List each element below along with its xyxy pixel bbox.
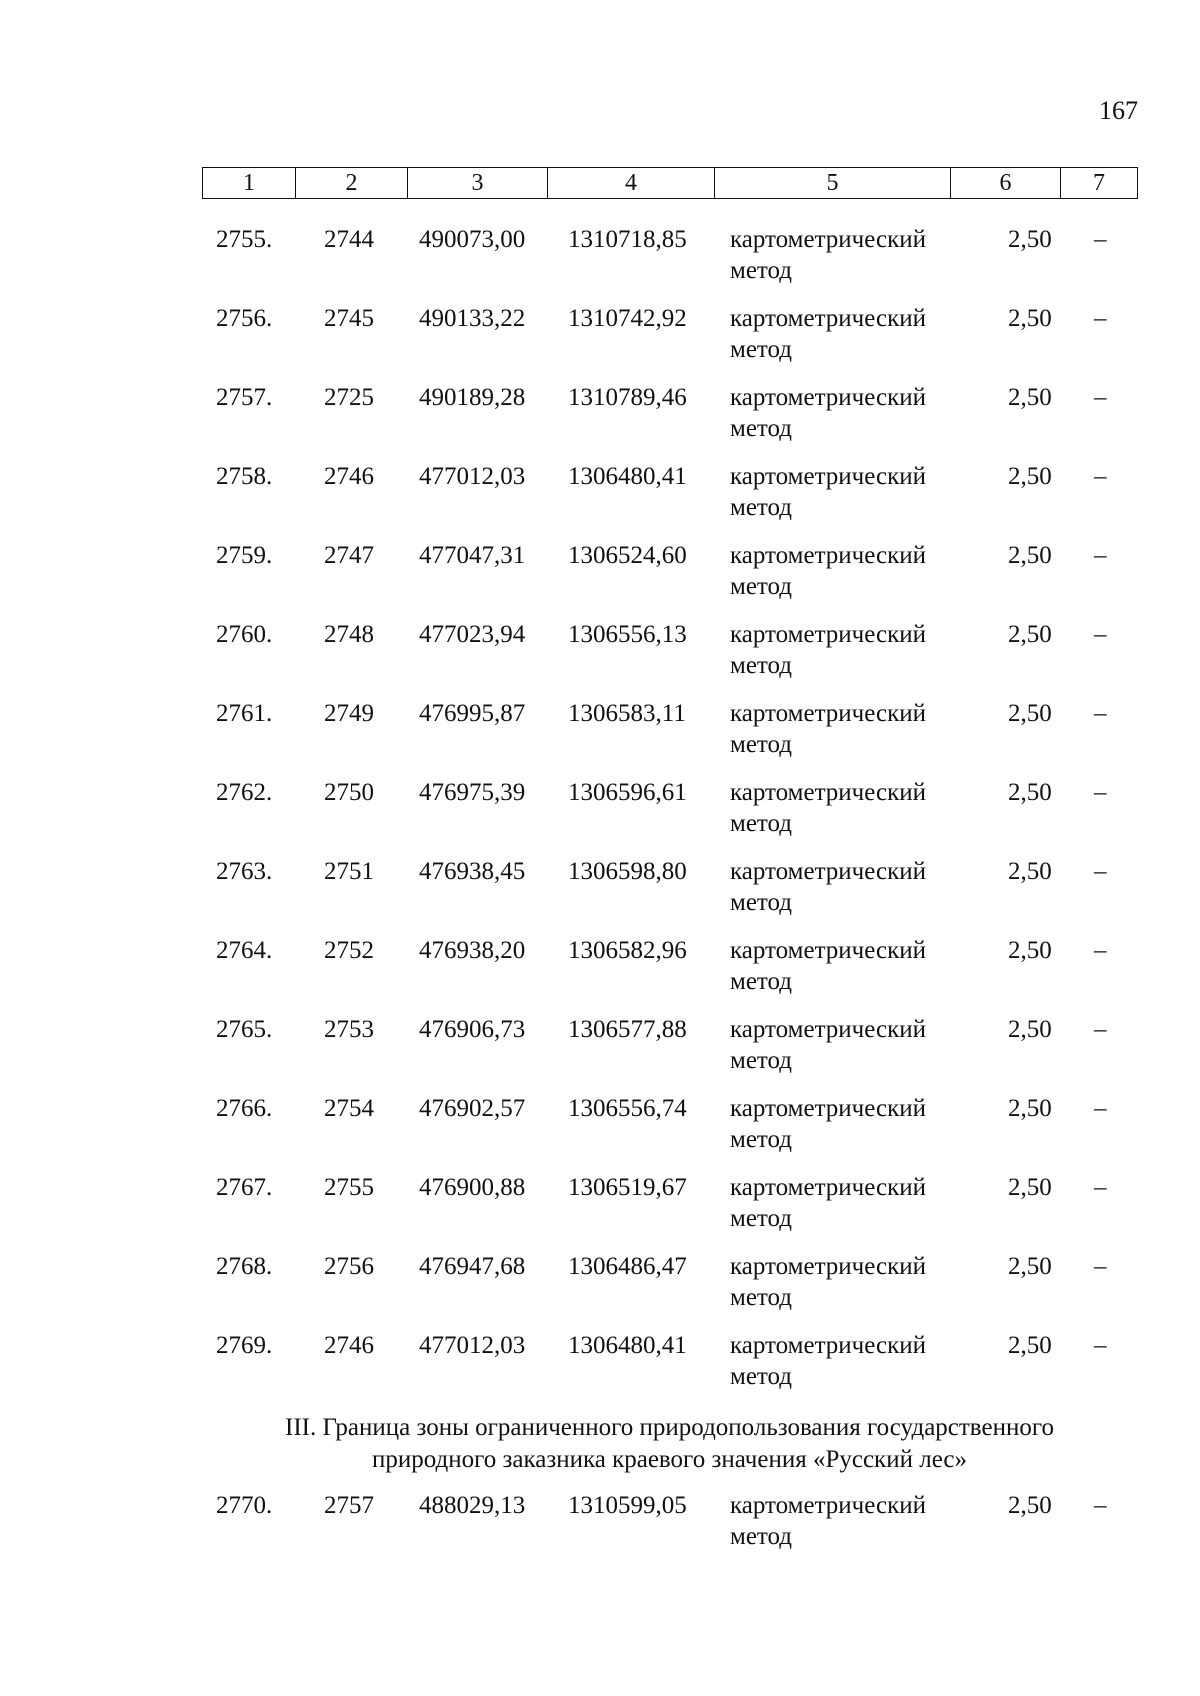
note: – bbox=[1094, 542, 1107, 569]
method bbox=[730, 1093, 980, 1155]
method bbox=[730, 1330, 980, 1392]
coord-y: 1310742,92 bbox=[568, 305, 687, 332]
column-header-1: 1 bbox=[203, 168, 296, 199]
section-heading-line-2: природного заказника краевого значения «Русский лес» bbox=[371, 1446, 968, 1473]
method-line: метод bbox=[730, 415, 793, 442]
method-line: картометрический bbox=[730, 1095, 926, 1122]
method-line: метод bbox=[730, 889, 793, 916]
row-number: 2756. bbox=[216, 305, 273, 332]
note: – bbox=[1094, 384, 1107, 411]
coord-x: 490189,28 bbox=[419, 384, 526, 411]
coord-y: 1306480,41 bbox=[568, 1332, 687, 1359]
accuracy: 2,50 bbox=[1008, 1253, 1052, 1280]
coord-x: 476938,45 bbox=[419, 858, 526, 885]
page-number: 167 bbox=[1099, 96, 1138, 125]
accuracy: 2,50 bbox=[1008, 1095, 1052, 1122]
accuracy: 2,50 bbox=[1008, 621, 1052, 648]
row-number: 2764. bbox=[216, 937, 273, 964]
point-number: 2750 bbox=[324, 779, 374, 806]
method bbox=[730, 698, 980, 760]
column-header-table bbox=[202, 167, 1138, 199]
coord-y: 1306598,80 bbox=[568, 858, 687, 885]
coord-y: 1310718,85 bbox=[568, 226, 687, 253]
method-line: картометрический bbox=[730, 1016, 926, 1043]
method-line: картометрический bbox=[730, 1332, 926, 1359]
method-line: картометрический bbox=[730, 1253, 926, 1280]
accuracy: 2,50 bbox=[1008, 384, 1052, 411]
note: – bbox=[1094, 1016, 1107, 1043]
coord-y: 1306486,47 bbox=[568, 1253, 687, 1280]
table-row bbox=[202, 1014, 1137, 1093]
note: – bbox=[1094, 1174, 1107, 1201]
coord-x: 477012,03 bbox=[419, 1332, 526, 1359]
coord-y: 1310789,46 bbox=[568, 384, 687, 411]
coord-y: 1306556,74 bbox=[568, 1095, 687, 1122]
coord-y: 1306519,67 bbox=[568, 1174, 687, 1201]
accuracy: 2,50 bbox=[1008, 1492, 1052, 1519]
table-row bbox=[202, 303, 1137, 382]
note: – bbox=[1094, 621, 1107, 648]
point-number: 2749 bbox=[324, 700, 374, 727]
method bbox=[730, 935, 980, 997]
method-line: картометрический bbox=[730, 858, 926, 885]
column-header-3: 3 bbox=[408, 168, 548, 199]
row-number: 2768. bbox=[216, 1253, 273, 1280]
table-row bbox=[202, 1172, 1137, 1251]
method-line: метод bbox=[730, 336, 793, 363]
coord-y: 1306583,11 bbox=[568, 700, 686, 727]
accuracy: 2,50 bbox=[1008, 305, 1052, 332]
coord-x: 476975,39 bbox=[419, 779, 526, 806]
row-number: 2765. bbox=[216, 1016, 273, 1043]
method bbox=[730, 1251, 980, 1313]
method-line: метод bbox=[730, 1047, 793, 1074]
point-number: 2746 bbox=[324, 463, 374, 490]
accuracy: 2,50 bbox=[1008, 858, 1052, 885]
row-number: 2755. bbox=[216, 226, 273, 253]
point-number: 2753 bbox=[324, 1016, 374, 1043]
table-row bbox=[202, 1490, 1137, 1569]
table-row bbox=[202, 224, 1137, 303]
coord-x: 476900,88 bbox=[419, 1174, 526, 1201]
coord-x: 477023,94 bbox=[419, 621, 526, 648]
coord-x: 488029,13 bbox=[419, 1492, 526, 1519]
accuracy: 2,50 bbox=[1008, 937, 1052, 964]
row-number: 2759. bbox=[216, 542, 273, 569]
method-line: метод bbox=[730, 257, 793, 284]
coord-y: 1306596,61 bbox=[568, 779, 687, 806]
table-row bbox=[202, 1330, 1137, 1409]
point-number: 2751 bbox=[324, 858, 374, 885]
coord-x: 476906,73 bbox=[419, 1016, 526, 1043]
method-line: картометрический bbox=[730, 700, 926, 727]
coord-y: 1306582,96 bbox=[568, 937, 687, 964]
note: – bbox=[1094, 226, 1107, 253]
coord-x: 490073,00 bbox=[419, 226, 526, 253]
accuracy: 2,50 bbox=[1008, 779, 1052, 806]
method-line: метод bbox=[730, 652, 793, 679]
row-number: 2770. bbox=[216, 1492, 273, 1519]
note: – bbox=[1094, 305, 1107, 332]
coord-x: 477047,31 bbox=[419, 542, 526, 569]
method-line: картометрический bbox=[730, 1492, 926, 1519]
table-row bbox=[202, 461, 1137, 540]
method-line: картометрический bbox=[730, 779, 926, 806]
accuracy: 2,50 bbox=[1008, 700, 1052, 727]
method-line: метод bbox=[730, 494, 793, 521]
note: – bbox=[1094, 937, 1107, 964]
coord-x: 476995,87 bbox=[419, 700, 526, 727]
point-number: 2744 bbox=[324, 226, 374, 253]
note: – bbox=[1094, 1095, 1107, 1122]
accuracy: 2,50 bbox=[1008, 1174, 1052, 1201]
coord-x: 477012,03 bbox=[419, 463, 526, 490]
table-row bbox=[202, 698, 1137, 777]
method bbox=[730, 1172, 980, 1234]
method-line: метод bbox=[730, 1284, 793, 1311]
coord-x: 476947,68 bbox=[419, 1253, 526, 1280]
method-line: метод bbox=[730, 1205, 793, 1232]
coord-x: 490133,22 bbox=[419, 305, 526, 332]
row-number: 2757. bbox=[216, 384, 273, 411]
point-number: 2754 bbox=[324, 1095, 374, 1122]
method-line: метод bbox=[730, 1523, 793, 1550]
table-row bbox=[202, 935, 1137, 1014]
table-row bbox=[202, 1251, 1137, 1330]
point-number: 2746 bbox=[324, 1332, 374, 1359]
method-line: метод bbox=[730, 1363, 793, 1390]
method bbox=[730, 461, 980, 523]
note: – bbox=[1094, 779, 1107, 806]
point-number: 2756 bbox=[324, 1253, 374, 1280]
method-line: метод bbox=[730, 573, 793, 600]
method-line: метод bbox=[730, 1126, 793, 1153]
method bbox=[730, 1490, 980, 1552]
note: – bbox=[1094, 463, 1107, 490]
method-line: картометрический bbox=[730, 226, 926, 253]
row-number: 2761. bbox=[216, 700, 273, 727]
point-number: 2755 bbox=[324, 1174, 374, 1201]
note: – bbox=[1094, 1492, 1107, 1519]
coord-y: 1306524,60 bbox=[568, 542, 687, 569]
method bbox=[730, 540, 980, 602]
accuracy: 2,50 bbox=[1008, 463, 1052, 490]
coord-x: 476938,20 bbox=[419, 937, 526, 964]
accuracy: 2,50 bbox=[1008, 1016, 1052, 1043]
row-number: 2758. bbox=[216, 463, 273, 490]
coord-y: 1310599,05 bbox=[568, 1492, 687, 1519]
accuracy: 2,50 bbox=[1008, 226, 1052, 253]
note: – bbox=[1094, 700, 1107, 727]
method-line: метод bbox=[730, 810, 793, 837]
method bbox=[730, 777, 980, 839]
coord-x: 476902,57 bbox=[419, 1095, 526, 1122]
table-row bbox=[202, 382, 1137, 461]
row-number: 2769. bbox=[216, 1332, 273, 1359]
coordinate-rows-section-3 bbox=[202, 1490, 1137, 1569]
point-number: 2757 bbox=[324, 1492, 374, 1519]
row-number: 2760. bbox=[216, 621, 273, 648]
point-number: 2747 bbox=[324, 542, 374, 569]
method-line: картометрический bbox=[730, 542, 926, 569]
accuracy: 2,50 bbox=[1008, 542, 1052, 569]
method bbox=[730, 303, 980, 365]
column-header-5: 5 bbox=[715, 168, 951, 199]
method bbox=[730, 224, 980, 286]
column-header-6: 6 bbox=[951, 168, 1061, 199]
point-number: 2745 bbox=[324, 305, 374, 332]
accuracy: 2,50 bbox=[1008, 1332, 1052, 1359]
method-line: картометрический bbox=[730, 384, 926, 411]
note: – bbox=[1094, 858, 1107, 885]
coord-y: 1306577,88 bbox=[568, 1016, 687, 1043]
column-header-row bbox=[203, 168, 1138, 199]
note: – bbox=[1094, 1332, 1107, 1359]
row-number: 2766. bbox=[216, 1095, 273, 1122]
method-line: метод bbox=[730, 731, 793, 758]
section-heading bbox=[202, 1412, 1137, 1476]
point-number: 2725 bbox=[324, 384, 374, 411]
column-header-2: 2 bbox=[296, 168, 408, 199]
method-line: картометрический bbox=[730, 1174, 926, 1201]
method bbox=[730, 1014, 980, 1076]
table-row bbox=[202, 619, 1137, 698]
row-number: 2762. bbox=[216, 779, 273, 806]
method-line: картометрический bbox=[730, 463, 926, 490]
coord-y: 1306556,13 bbox=[568, 621, 687, 648]
table-row bbox=[202, 856, 1137, 935]
method-line: картометрический bbox=[730, 937, 926, 964]
method-line: картометрический bbox=[730, 305, 926, 332]
point-number: 2748 bbox=[324, 621, 374, 648]
row-number: 2763. bbox=[216, 858, 273, 885]
coord-y: 1306480,41 bbox=[568, 463, 687, 490]
table-row bbox=[202, 777, 1137, 856]
row-number: 2767. bbox=[216, 1174, 273, 1201]
method bbox=[730, 856, 980, 918]
method bbox=[730, 382, 980, 444]
section-heading-line-1: III. Граница зоны ограниченного природопользования государственного bbox=[285, 1414, 1054, 1441]
note: – bbox=[1094, 1253, 1107, 1280]
method bbox=[730, 619, 980, 681]
method-line: метод bbox=[730, 968, 793, 995]
method-line: картометрический bbox=[730, 621, 926, 648]
coordinate-rows bbox=[202, 224, 1137, 1409]
table-row bbox=[202, 540, 1137, 619]
column-header-7: 7 bbox=[1061, 168, 1138, 199]
column-header-4: 4 bbox=[548, 168, 715, 199]
point-number: 2752 bbox=[324, 937, 374, 964]
table-row bbox=[202, 1093, 1137, 1172]
